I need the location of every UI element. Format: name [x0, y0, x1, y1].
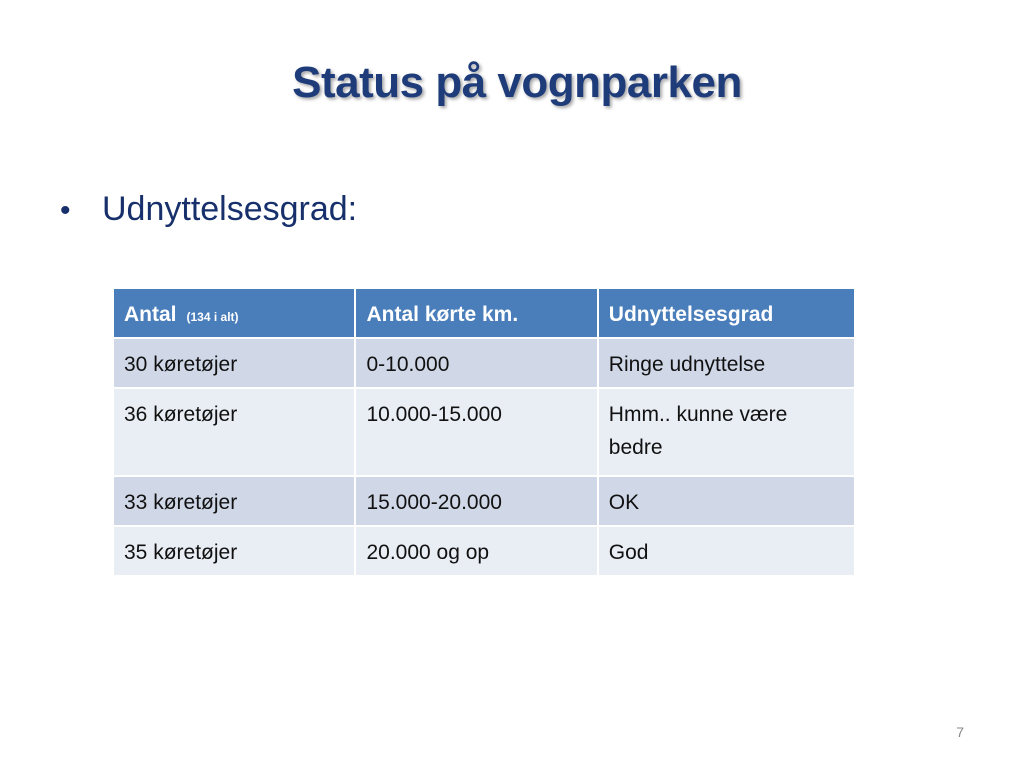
table-cell: Hmm.. kunne være bedre: [598, 388, 855, 476]
table-cell: 30 køretøjer: [113, 338, 355, 388]
bullet-item: [60, 190, 357, 229]
table-cell: 33 køretøjer: [113, 476, 355, 526]
table-cell: 0-10.000: [355, 338, 597, 388]
header-cell-km: Antal kørte km.: [355, 288, 597, 338]
table-cell: 15.000-20.000: [355, 476, 597, 526]
table-cell: 35 køretøjer: [113, 526, 355, 576]
slide-title: Status på vognparken: [292, 58, 742, 107]
header-cell-count: Antal (134 i alt): [113, 288, 355, 338]
table-cell: God: [598, 526, 855, 576]
page-number: 7: [956, 724, 964, 740]
table-cell: 36 køretøjer: [113, 388, 355, 476]
table-row: [113, 526, 855, 576]
table-row: [113, 338, 855, 388]
header-cell-utilization: Udnyttelsesgrad: [598, 288, 855, 338]
table-cell: Ringe udnyttelse: [598, 338, 855, 388]
table-row: [113, 476, 855, 526]
table-row: [113, 388, 855, 476]
table-cell: 10.000-15.000: [355, 388, 597, 476]
table-cell: 20.000 og op: [355, 526, 597, 576]
header-note: (134 i alt): [186, 310, 239, 324]
utilization-table: [112, 287, 856, 577]
table-header-row: [113, 288, 855, 338]
bullet-icon: •: [60, 194, 71, 227]
bullet-text: Udnyttelsesgrad:: [102, 190, 358, 228]
table-cell: OK: [598, 476, 855, 526]
